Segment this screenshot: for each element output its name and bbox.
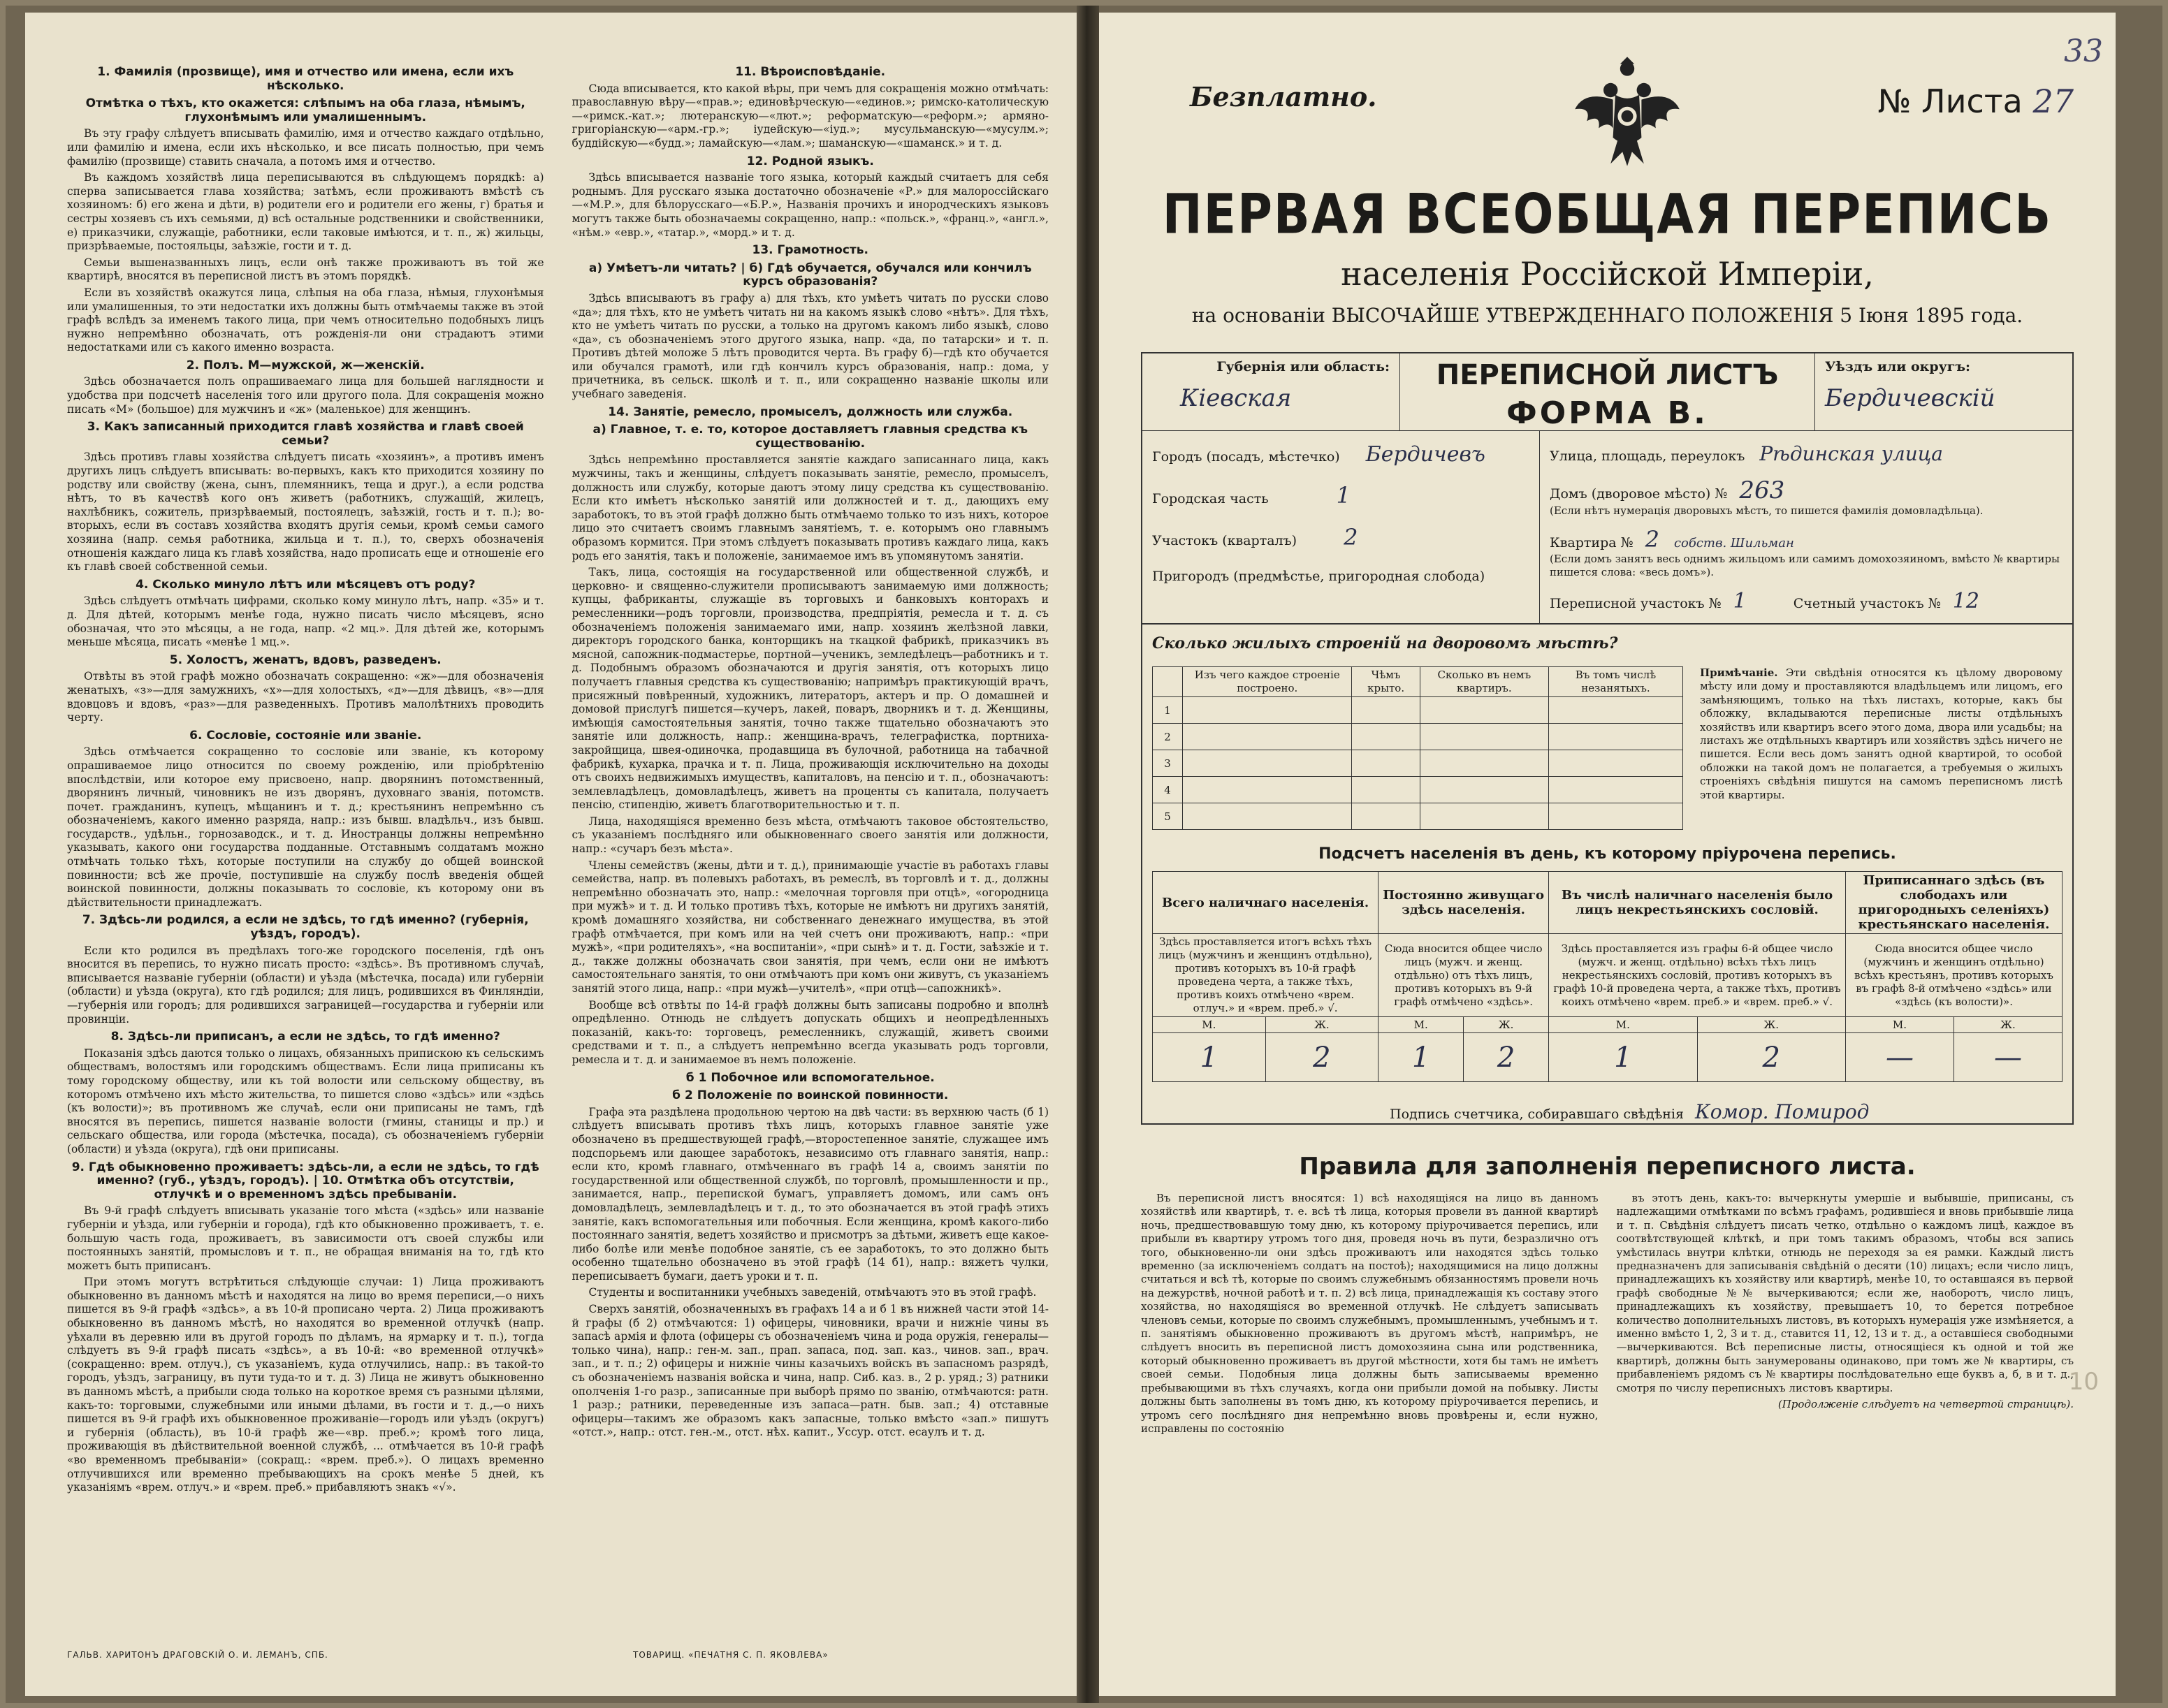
section-heading: б 2 Положеніе по воинской повинности. xyxy=(672,1088,949,1103)
population-count-table xyxy=(1152,871,2062,1082)
buildings-header: Въ томъ числѣ незанятыхъ. xyxy=(1548,667,1682,697)
section-heading: 3. Какъ записанный приходится главѣ хозяйства и главѣ своей семьи? xyxy=(87,420,524,448)
buildings-table xyxy=(1152,666,1683,830)
printer-credit-right: ТОВАРИЩ. «ПЕЧАТНЯ С. П. ЯКОВЛЕВА» xyxy=(633,1650,829,1660)
female-label: Ж. xyxy=(1265,1017,1378,1033)
row-number: 4 xyxy=(1153,777,1183,803)
empty-cell xyxy=(1352,750,1420,777)
empty-cell xyxy=(1183,777,1352,803)
count-value: 1 xyxy=(1153,1033,1266,1082)
empty-cell xyxy=(1548,803,1682,830)
instruction-paragraph: Отвѣты въ этой графѣ можно обозначать сокращенно: «ж»—для обозначенія женатыхъ, «з»—для замужнихъ, «х»—для холостыхъ, «д»—для дѣвицъ, «в»—для вдовцовъ и вдовъ, «раз»—для разведенныхъ. Противъ малолѣтнихъ проводить черту. xyxy=(67,670,544,724)
buildings-row xyxy=(1153,750,1683,777)
instruction-paragraph: Въ 9-й графѣ слѣдуетъ вписывать указаніе того мѣста («здѣсь» или названіе губерніи и уѣзда, или губерніи и города), гдѣ кто обыкновенно проживаетъ, т. е. большую часть года, проживаетъ, въ зависимости отъ своей службы или постоянныхъ занятій, промысловъ и т. п., не обращая вниманія на то, гдѣ кто можетъ быть приписанъ. xyxy=(67,1204,544,1272)
buildings-header: Изъ чего каждое строеніе построено. xyxy=(1183,667,1352,697)
province-value: Кіевская xyxy=(1180,384,1292,412)
buildings-header: Сколько въ немъ квартиръ. xyxy=(1420,667,1548,697)
row-number: 3 xyxy=(1153,750,1183,777)
row-number: 2 xyxy=(1153,724,1183,750)
count-title: Подсчетъ населенія въ день, къ которому пріурочена перепись. xyxy=(1318,845,1896,863)
count-value: 1 xyxy=(1549,1033,1697,1082)
buildings-row xyxy=(1153,724,1683,750)
empty-cell xyxy=(1352,777,1420,803)
count-header: Въ числѣ наличнаго населенія было лицъ некрестьянскихъ сословій. xyxy=(1549,872,1846,934)
empty-cell xyxy=(1548,750,1682,777)
instruction-paragraph: Показанія здѣсь даются только о лицахъ, обязанныхъ припискою къ сельскимъ обществамъ, волостямъ или городскимъ обществамъ. Если лица приписаны къ тому городскому обществу, или къ той волости или сельскому обществу, въ которомъ отмѣчено ихъ мѣсто жительства, то пишется слово «здѣсь» или «здѣсь (къ волости)»; въ противномъ же случаѣ, если они приписаны не тамъ, гдѣ вносятся въ перепись, пишется названіе волости (гмины, станицы и пр.) и сельскаго общества, или города (мѣстечка, посада), съ обозначеніемъ губерніи (области) и уѣзда (округа), гдѣ они приписаны. xyxy=(67,1046,544,1155)
instruction-paragraph: Члены семействъ (жены, дѣти и т. д.), принимающіе участіе въ работахъ главы семейства, напр. въ полевыхъ работахъ, въ ремеслѣ, въ торговлѣ и т. д., должны непремѣнно обозначать это, напр.: «мелочная торговля при отцѣ», «огородница при мужѣ» и т. д. И только противъ тѣхъ, которые не имѣютъ ни другихъ занятій, кромѣ домашняго хозяйства, ни собственнаго денежнаго имущества, въ этой графѣ отмѣчается, при комъ или на чей счетъ они проживаютъ, напр.: «при мужѣ», «при родителяхъ», «на воспитаніи», «при сынѣ» и т. д. Гости, заѣзжіе и т. д., также должны обозначать свои занятія, при чемъ, если они не имѣютъ самостоятельнаго занятія, то они отмѣчаютъ при комъ они живутъ, съ указаніемъ занятій этого лица, напр.: «при мужѣ—учителѣ», «при отцѣ—сапожникѣ». xyxy=(572,859,1049,995)
count-value: 2 xyxy=(1464,1033,1549,1082)
sheet-number: № Листа 27 xyxy=(1877,82,2074,120)
section-heading: 4. Сколько минуло лѣтъ или мѣсяцевъ отъ роду? xyxy=(136,577,476,592)
empty-cell xyxy=(1352,803,1420,830)
count-description: Здѣсь проставляется изъ графы 6-й общее число (мужч. и женщ. отдѣльно) всѣхъ тѣхъ лицъ некрестьянскихъ сословій, противъ которыхъ въ графѣ 10-й проведена черта, а также тѣхъ, противъ коихъ отмѣчено «врем. преб.» и «врем. преб.» √. xyxy=(1549,934,1846,1017)
instructions-column-1 xyxy=(67,61,544,1668)
street-value: Рѣдинская улица xyxy=(1759,442,1943,465)
precinct-value: 2 xyxy=(1344,524,1358,550)
instructions-column-2 xyxy=(572,61,1049,1668)
form-subtitle: ФОРМА В. xyxy=(1506,395,1708,431)
free-label: Безплатно. xyxy=(1190,81,1377,112)
census-form: Губернія или область: Кіевская ПЕРЕПИСНОЙ ЛИСТЪ ФОРМА В. Уѣздъ или округъ: Бердичевскій Городъ (посадъ, мѣстечко) Бердичевъ Городская часть 1 Участокъ (кварталъ) 2 Пригородъ (предмѣстье, пригородная слобода) Улица, площадь, переулокъ Рѣдинская улица Домъ (дворовое мѣсто) № 263 (Если нѣтъ нумерація дворовыхъ мѣстъ, то пишется фамилія домовладѣльца). Квартира № 2 собств. Шильман (Если домъ занятъ весь однимъ жильцомъ или самимъ домохозяиномъ, вмѣсто № квартиры пишется слова: «весь домъ»). Переписной участокъ № 1 Счетный участокъ № 12 Сколько жилыхъ строеній на дворовомъ мѣстѣ? Изъ чего каждое строеніе построено. Чѣмъ крыто. Сколько въ немъ квартиръ. Въ томъ числѣ незанятыхъ. 1 2 3 4 5 Примѣчаніе. Эти свѣдѣнія относятся къ цѣлому дворовому мѣсту или дому и проставляются владѣльцемъ или лицомъ, его замѣняющимъ, только на тѣхъ листахъ, которые, какъ бы обложку, вкладываются переписные листы отдѣльныхъ хозяйствъ или квартиръ всего этого дома, двора или усадьбы; на листахъ же отдѣльныхъ квартиръ или хозяйствъ здѣсь ничего не пишется. Если весь домъ занятъ одной квартирой, то особой обложки на такой домъ не полагается, а требуемыя о жилыхъ строеніяхъ свѣдѣнія пишутся на самомъ переписномъ листѣ этой квартиры. Подсчетъ населенія въ день, къ которому пріурочена перепись. Всего наличнаго населенія. Постоянно живущаго здѣсь населенія. Въ числѣ наличнаго населенія было лицъ некрестьянскихъ сословій. Приписаннаго здѣсь (въ слободахъ или пригородныхъ селеніяхъ) крестьянскаго населенія. Здѣсь проставляется итогъ всѣхъ тѣхъ лицъ (мужчинъ и женщинъ отдѣльно), противъ которыхъ въ 10-й графѣ проведена черта, а также тѣхъ, противъ коихъ отмѣчено «врем. отлуч.» и «врем. преб.» √. Сюда вносится общее число лицъ (мужч. и женщ. отдѣльно) отъ тѣхъ лицъ, противъ которыхъ въ 9-й графѣ отмѣчено «здѣсь». Здѣсь проставляется изъ графы 6-й общее число (мужч. и женщ. отдѣльно) всѣхъ тѣхъ лицъ некрестьянскихъ сословій, противъ которыхъ въ графѣ 10-й проведена черта, а также тѣхъ, противъ коихъ отмѣчено «врем. преб.» и «врем. преб.» √. Сюда вносится общее число (мужчинъ и женщинъ отдѣльно) всѣхъ крестьянъ, противъ которыхъ въ графѣ 8-й отмѣчено «здѣсь» или «здѣсь (къ волости)». М. Ж. М. Ж. М. Ж. М. Ж. 1 2 1 2 1 2 — — Подпись счетчика, собиравшаго свѣдѣнія Комор. Помирод xyxy=(1141,352,2074,1125)
sheet-number-value: 27 xyxy=(2032,82,2074,120)
section-heading: 14. Занятіе, ремесло, промыселъ, должность или служба. xyxy=(608,404,1013,419)
buildings-note: Примѣчаніе. Эти свѣдѣнія относятся къ цѣлому дворовому мѣсту или дому и проставляются владѣльцемъ или лицомъ, его замѣняющимъ, только на тѣхъ листахъ, которые, какъ бы обложку, вкладываются переписные листы отдѣльныхъ хозяйствъ или квартиръ всего этого дома, двора или усадьбы; на листахъ же отдѣльныхъ квартиръ или хозяйствъ здѣсь ничего не пишется. Если весь домъ занятъ одной квартирой, то особой обложки на такой домъ не полагается, а требуемыя о жилыхъ строеніяхъ свѣдѣнія пишутся на самомъ переписномъ листѣ этой квартиры. xyxy=(1700,666,2062,801)
female-label: Ж. xyxy=(1464,1017,1549,1033)
section-heading: 1. Фамилія (прозвище), имя и отчество или имена, если ихъ нѣсколько. xyxy=(97,65,514,93)
section-heading: 6. Сословіе, состояніе или званіе. xyxy=(189,728,422,743)
male-label: М. xyxy=(1549,1017,1697,1033)
signature-label: Подпись счетчика, собиравшаго свѣдѣнія xyxy=(1390,1107,1684,1122)
count-header: Постоянно живущаго здѣсь населенія. xyxy=(1378,872,1549,934)
census-subtitle: населенія Россійской Имперіи, xyxy=(1341,255,1874,293)
city-value: Бердичевъ xyxy=(1365,442,1485,467)
right-page xyxy=(1099,13,2116,1696)
instruction-paragraph: Здѣсь обозначается полъ опрашиваемаго лица для большей наглядности и удобства при подсчетѣ населенія того или другого пола. Для сокращенія можно писать «М» (большое) для мужчинъ и «ж» (маленькое) для женщинъ. xyxy=(67,375,544,416)
male-label: М. xyxy=(1378,1017,1464,1033)
male-label: М. xyxy=(1845,1017,1954,1033)
house-value: 263 xyxy=(1739,476,1785,504)
instruction-paragraph: Здѣсь вписывается названіе того языка, который каждый считаетъ для себя роднымъ. Для русскаго языка достаточно обозначеніе «Р.» для малороссійскаго—«М.Р.», для бѣлорусскаго—«Б.Р.», Названія прочихъ и инородческихъ языковъ могутъ также быть обозначаемы сокращенно, напр.: «польск.», «франц.», «англ.», «нѣм.» «евр.», «татар.», «морд.» и т. д. xyxy=(572,171,1049,239)
section-heading: Отмѣтка о тѣхъ, кто окажется: слѣпымъ на оба глаза, нѣмымъ, глухонѣмымъ или умалишеннымъ. xyxy=(85,96,525,124)
section-heading: 13. Грамотность. xyxy=(752,243,868,258)
instruction-paragraph: Здѣсь вписываютъ въ графу а) для тѣхъ, кто умѣетъ читать по русски слово «да»; для тѣхъ, кто не умѣетъ читать ни на какомъ языкѣ слово «нѣтъ». Для тѣхъ, кто не умѣетъ читать по русски, а только на другомъ какомъ либо языкѣ, слово «да», съ обозначеніемъ этого другого языка, напр. «да, по татарски» и т. п. Противъ дѣтей моложе 5 лѣтъ проводится черта. Въ графу б)—гдѣ кто обучается или обучался грамотѣ, или гдѣ кончилъ курсъ образованія, напр.: дома, у причетника, въ сельск. школѣ и т. п., или сокращенно названіе школы или учебнаго заведенія. xyxy=(572,291,1049,401)
row-number: 1 xyxy=(1153,697,1183,724)
instruction-paragraph: Если кто родился въ предѣлахъ того-же городского поселенія, гдѣ онъ вносится въ перепись, то нужно писать просто: «здѣсь». Въ противномъ случаѣ, вписывается названіе губерніи (области) и уѣзда (мѣстечка, посада) или губерніи (области) и уѣзда (округа), кто гдѣ родился; для лицъ, родившихся въ Финляндіи,—губернія или городъ; для родившихся заграницей—государства и губерніи или провинціи. xyxy=(67,944,544,1025)
count-value: 1 xyxy=(1378,1033,1464,1082)
instruction-paragraph: Вообще всѣ отвѣты по 14-й графѣ должны быть записаны подробно и вполнѣ опредѣленно. Отнюдь не слѣдуетъ допускать общихъ и неопредѣленныхъ показаній, какъ-то: торговецъ, ремесленникъ, служащій, живетъ своими средствами и т. п., а слѣдуетъ непремѣнно всегда указывать родъ торговли, ремесла и т. д. и занимаемое въ немъ положеніе. xyxy=(572,998,1049,1066)
district-value: Бердичевскій xyxy=(1825,384,1995,412)
district-label: Уѣздъ или округъ: xyxy=(1825,359,1971,374)
buildings-row xyxy=(1153,697,1683,724)
section-heading: 12. Родной языкъ. xyxy=(746,154,874,168)
instruction-paragraph: Лица, находящіяся временно безъ мѣста, отмѣчаютъ таковое обстоятельство, съ указаніемъ послѣдняго или обыкновеннаго своего занятія или должности, напр.: «сучаръ безъ мѣста». xyxy=(572,815,1049,856)
count-description: Сюда вносится общее число (мужчинъ и женщинъ отдѣльно) всѣхъ крестьянъ, противъ которыхъ въ графѣ 8-й отмѣчено «здѣсь» или «здѣсь (къ волости)». xyxy=(1845,934,2062,1017)
instruction-paragraph: Въ каждомъ хозяйствѣ лица переписываются въ слѣдующемъ порядкѣ: а) сперва записывается глава хозяйства; затѣмъ, если проживаютъ вмѣстѣ съ хозяиномъ: б) его жена и дѣти, в) родители его и родители его жены, г) братья и сестры хозяевъ съ ихъ семьями, д) всѣ остальные родственники и свойственники, е) приказчики, служащіе, работники, если таковые имѣются, и т. п., ж) жильцы, призрѣваемые, постояльцы, заѣзжіе, гости и т. д. xyxy=(67,171,544,253)
instruction-paragraph: Здѣсь противъ главы хозяйства слѣдуетъ писать «хозяинъ», а противъ именъ другихъ лицъ слѣдуетъ вписывать: во-первыхъ, какъ кто приходится хозяину по родству или свойству (жена, сынъ, племянникъ, теща и друг.), а если родства нѣтъ, то въ качествѣ кого онъ живетъ (работникъ, служащій, жилецъ, нахлѣбникъ, сожитель, призрѣваемый, постоялецъ, заѣзжій, гость и т. п.); во-вторыхъ, если въ составъ хозяйства входятъ другія семьи, кромѣ семьи самого хозяина (напр. семья работника, жильца и т. п.), то, сверхъ обозначенія отношенія каждаго лица къ главѣ хозяйства, надо прописать еще и отношеніе его къ главѣ своей собственной семьи. xyxy=(67,451,544,574)
count-value: — xyxy=(1845,1033,1954,1082)
section-heading: б 1 Побочное или вспомогательное. xyxy=(685,1070,935,1085)
section-heading: 2. Полъ. М—мужской, ж—женскій. xyxy=(186,358,425,372)
count-value: — xyxy=(1954,1033,2062,1082)
section-heading: 7. Здѣсь-ли родился, а если не здѣсь, то гдѣ именно? (губернія, уѣздъ, городъ). xyxy=(82,913,529,942)
instruction-paragraph: Сверхъ занятій, обозначенныхъ въ графахъ 14 а и б 1 въ нижней части этой 14-й графы (б 2) отмѣчаются: 1) офицеры, чиновники, врачи и нижніе чины въ запасѣ армія и флота (офицеры съ обозначеніемъ чина и рода оружія, генералы—только чина), напр.: ген-м. зап., прап. запаса, под. зап. каз., чинов. зап., врач. зап., и т. п.; 2) офицеры и нижніе чины казачьихъ войскъ въ запасномъ разрядѣ, съ обозначеніемъ названія войска и чина, напр. Сиб. каз. в., 2 р. уряд.; 3) ратники ополченія 1-го разр., записанные при выборѣ прямо по званію, отмѣчаются: ратн. 1 разр.; ратники, переведенные изъ запаса—ратн. быв. зап.; 4) отставные офицеры—такимъ же образомъ какъ запасные, только вмѣсто «зап.» пишутъ «отст.», напр.: отст. ген.-м., отст. нѣх. капит., Уссур. отст. есаулъ и т. д. xyxy=(572,1303,1049,1439)
empty-cell xyxy=(1352,724,1420,750)
buildings-header: Чѣмъ крыто. xyxy=(1352,667,1420,697)
empty-cell xyxy=(1420,697,1548,724)
female-label: Ж. xyxy=(1954,1017,2062,1033)
count-plot-value: 12 xyxy=(1952,589,1979,613)
instruction-paragraph: Сюда вписывается, кто какой вѣры, при чемъ для сокращенія можно отмѣчать: православную вѣру—«прав.»; единовѣрческую—«единов.»; римско-католическую—«римск.-кат.»; лютеранскую—«лют.»; реформатскую—«реформ.»; армяно-григоріанскую—«арм.-гр.»; іудейскую—«іуд.»; мусульманскую—«мусулм.»; буддійскую—«будд.»; ламайскую—«лам.»; шаманскую—«шаманск.» и т. д. xyxy=(572,82,1049,149)
empty-cell xyxy=(1548,724,1682,750)
section-heading: 5. Холостъ, женатъ, вдовъ, разведенъ. xyxy=(169,652,442,667)
empty-cell xyxy=(1183,803,1352,830)
form-title: ПЕРЕПИСНОЙ ЛИСТЪ xyxy=(1436,359,1779,391)
buildings-header-num xyxy=(1153,667,1183,697)
printer-credit-left: ГАЛЬВ. ХАРИТОНЪ ДРАГОВСКІЙ О. И. ЛЕМАНЪ, СПБ. xyxy=(67,1650,328,1660)
apartment-owner: собств. Шильман xyxy=(1673,536,1794,550)
rules-title: Правила для заполненія переписного листа. xyxy=(1299,1153,1916,1181)
double-headed-eagle-icon xyxy=(1568,54,1687,173)
empty-cell xyxy=(1420,803,1548,830)
empty-cell xyxy=(1420,777,1548,803)
empty-cell xyxy=(1420,724,1548,750)
row-number: 5 xyxy=(1153,803,1183,830)
instruction-paragraph: При этомъ могутъ встрѣтиться слѣдующіе случаи: 1) Лица проживаютъ обыкновенно въ данномъ мѣстѣ и находятся на лицо во время переписи,—о нихъ пишется въ 9-й графѣ «здѣсь», а въ 10-й прописано черта. 2) Лица проживаютъ обыкновенно въ данномъ мѣстѣ, но находятся во временной отлучкѣ (напр. уѣхали въ деревню или въ другой городъ по дѣламъ, на ярмарку и т. п.), тогда слѣдуетъ въ 9-й графѣ писать «здѣсь», а въ 10-й: «во временной отлучкѣ» (сокращенно: врем. отлуч.), съ указаніемъ, куда отлучились, напр.: въ такой-то городъ, уѣздъ, заграницу, въ пути туда-то и т. д. 3) Лица не живутъ обыкновенно въ данномъ мѣстѣ, а прибыли сюда только на короткое время съ разными цѣлями, какъ-то: торговыми, служебными или иными дѣлами, въ гости и т. д.,—о нихъ пишется въ 9-й графѣ ихъ обыкновенное проживаніе—городъ или уѣздъ (округъ) и губернія (область), въ 10-й графѣ же—«вр. преб.»; кромѣ того лица, проживающія въ дѣйствительной военной службѣ, ... отмѣчается въ 10-й графѣ «во временномъ пребываніи» (сокращ.: «врем. преб.»). О лицахъ временно отлучившихся или временно пребывающихъ на срокъ менѣе 5 дней, къ указаніямъ «врем. отлуч.» и «врем. преб.» прибавляютъ знакъ «√». xyxy=(67,1276,544,1494)
section-heading: а) Умѣетъ-ли читать? | б) Гдѣ обучается, обучался или кончилъ курсъ образованія? xyxy=(588,261,1032,289)
instruction-paragraph: Графа эта раздѣлена продольною чертою на двѣ части: въ верхнюю часть (б 1) слѣдуетъ вписывать противъ тѣхъ лицъ, которыхъ главное занятіе уже обозначено въ предшествующей графѣ,—второстепенное занятіе, служащее имъ подспорьемъ или дающее заработокъ, независимо отъ главнаго занятія, напр.: если кто, кромѣ главнаго, отмѣченнаго въ графѣ 14 а, своимъ занятіи по государственной или общественной службѣ, по торговлѣ, промышленности и пр., занимается, напр., перепиской бумагъ, управляетъ домомъ, или самъ онъ домовладѣлецъ, землевладѣлецъ и т. д., то это обозначается въ этой графѣ этихъ занятіе, какъ вспомогательныя или побочныя. Если женщина, кромѣ какого-либо постояннаго занятія, ведетъ хозяйство и присмотръ за дѣтьми, живетъ еще какое-либо болѣе или менѣе подобное занятіе, съ ее заработокъ, то это должно быть особенно тщательно обозначено въ этой графѣ (14 б1), напр.: вяжетъ чулки, переписываетъ бумаги, даетъ уроки и т. п. xyxy=(572,1105,1049,1283)
empty-cell xyxy=(1183,724,1352,750)
book-spread xyxy=(6,6,2162,1703)
enumerator-signature: Комор. Помирод xyxy=(1695,1100,1870,1123)
instruction-paragraph: Здѣсь отмѣчается сокращенно то сословіе или званіе, къ которому опрашиваемое лицо относится по своему рожденію, или пріобрѣтенію впослѣдствіи, или которое ему присвоено, напр. дворянинъ потомственный, дворянинъ личный, чиновникъ не изъ дворянъ, духовнаго званія, потомств. почет. гражданинъ, купецъ, мѣщанинъ и т. д.; крестьянинъ непремѣнно съ обозначеніемъ, какого именно разряда, напр.: изъ бывш. владѣльч., изъ бывш. государств., удѣльн., горнозаводск., и т. д. Иностранцы должны непремѣнно указывать, какого они государства подданные. Отставнымъ солдатамъ можно отмѣчать только тѣхъ, которые поступили на службу до общей воинской повинности; всѣ же прочіе, поступившіе на службу послѣ введенія общей воинской повинности, должны показывать то сословіе, къ которому они въ дѣйствительности принадлежатъ. xyxy=(67,745,544,909)
rules-text: Въ переписной листъ вносятся: 1) всѣ находящіяся на лицо въ данномъ хозяйствѣ или квартирѣ, т. е. всѣ тѣ лица, которыя провели въ данной квартирѣ ночь, предшествовавшую тому дню, къ которому пріурочивается перепись, или прибыли въ квартиру утромъ того дня, проведя ночь въ пути, безразлично отъ того, обыкновенно-ли они здѣсь проживаютъ или находятся здѣсь только временно (за исключеніемъ солдатъ на постоѣ); находящимися на лицо должны считаться и всѣ тѣ, которые по своимъ служебнымъ обязанностямъ провели ночь на дежурствѣ, ночной работѣ и т. п. 2) всѣ лица, принадлежащія къ составу этого хозяйства, но находящіяся во временной отлучкѣ. Не слѣдуетъ записывать членовъ семьи, которые по своимъ служебнымъ, промышленнымъ, учебнымъ и т. п. занятіямъ обыкновенно проживаютъ въ другомъ мѣстѣ, напримѣръ, не слѣдуетъ вносить въ переписной листъ домохозяина сына или родственника, который обыкновенно проживаетъ въ другой мѣстности, хотя бы тамъ не имѣетъ своей семьи. Подобныя лица должны быть записываемы временно пребывающими въ тѣхъ случаяхъ, когда они прибыли домой на побывку. Листы должны быть заполнены въ томъ дню, къ которому пріурочивается перепись, и утромъ сего послѣдняго дня непремѣнно вновь провѣрены и, если нужно, исправлены по состоянію въ этотъ день, какъ-то: вычеркнуты умершіе и выбывшіе, приписаны, съ надлежащими отмѣтками по всѣмъ графамъ, родившіеся и вновь прибывшіе лица и т. п. Свѣдѣнія слѣдуетъ писать четко, отдѣльно о каждомъ лицѣ, каждое въ соотвѣтствующей клѣткѣ, и при томъ такимъ образомъ, чтобы вся запись умѣстилась внутри клѣтки, отнюдь не переходя за ея рамки. Каждый листъ предназначенъ для записыванія свѣдѣній о десяти (10) лицахъ; если число лицъ, принадлежащихъ къ хозяйству или квартирѣ, менѣе 10, то оставшаяся въ первой графѣ свободные №№ вычеркиваются; если же, наоборотъ, число лицъ, принадлежащихъ къ хозяйству, превышаетъ 10, то берется потребное количество дополнительныхъ листовъ, въ которыхъ нумерація уже измѣняется, а именно вмѣсто 1, 2, 3 и т. д., ставится 11, 12, 13 и т. д., а оставшіеся свободными—вычеркиваются. Всѣ переписные листы, относящіеся къ одной и той же квартирѣ, должны быть занумерованы одинаково, при томъ же № квартиры, съ прибавленіемъ рядомъ съ № квартиры послѣдовательно еще буквъ а, б, в и т. д., смотря по числу переписныхъ листовъ квартиры. (Продолженіе слѣдуетъ на четвертой страницѣ). xyxy=(1141,1192,2074,1435)
empty-cell xyxy=(1183,697,1352,724)
count-description: Здѣсь проставляется итогъ всѣхъ тѣхъ лицъ (мужчинъ и женщинъ отдѣльно), противъ которыхъ въ 10-й графѣ проведена черта, а также тѣхъ, противъ коихъ отмѣчено «врем. отлуч.» и «врем. преб.» √. xyxy=(1153,934,1378,1017)
city-part-value: 1 xyxy=(1336,482,1351,509)
book-gutter xyxy=(1077,6,1099,1703)
census-plot-value: 1 xyxy=(1733,589,1747,613)
buildings-row xyxy=(1153,803,1683,830)
margin-number: 10 xyxy=(2068,1368,2099,1396)
buildings-row xyxy=(1153,777,1683,803)
archive-page-number: 33 xyxy=(2064,34,2103,69)
instruction-paragraph: Если въ хозяйствѣ окажутся лица, слѣпыя на оба глаза, нѣмыя, глухонѣмыя или умалишенныя, то эти недостатки ихъ должны быть отмѣчаемы также въ этой графѣ вслѣдъ за именемъ такого лица, при чемъ относительно подобныхъ лицъ нужно непремѣнно обозначать, отъ рожденія-ли они страдаютъ этими недостатками или съ какого именно возраста. xyxy=(67,286,544,354)
count-header: Всего наличнаго населенія. xyxy=(1153,872,1378,934)
empty-cell xyxy=(1352,697,1420,724)
census-decree: на основаніи ВЫСОЧАЙШЕ УТВЕРЖДЕННАГО ПОЛОЖЕНІЯ 5 Іюня 1895 года. xyxy=(1191,304,2023,327)
empty-cell xyxy=(1548,697,1682,724)
province-label: Губернія или область: xyxy=(1216,359,1390,374)
left-page xyxy=(25,13,1077,1696)
instruction-paragraph: Здѣсь слѣдуетъ отмѣчать цифрами, сколько кому минуло лѣтъ, напр. «35» и т. д. Для дѣтей, которымъ менѣе года, нужно писать число мѣсяцевъ, ясно обозначая, что это мѣсяцы, а не года, напр. «2 мц.». Для дѣтей же, которымъ меньше мѣсяца, писать «менѣе 1 мц.». xyxy=(67,594,544,649)
buildings-title: Сколько жилыхъ строеній на дворовомъ мѣстѣ? xyxy=(1152,634,1618,652)
empty-cell xyxy=(1420,750,1548,777)
apartment-value: 2 xyxy=(1645,526,1659,553)
male-label: М. xyxy=(1153,1017,1266,1033)
instruction-paragraph: Семьи вышеназванныхъ лицъ, если онѣ также проживаютъ въ той же квартирѣ, вносятся въ переписной листъ въ этомъ порядкѣ. xyxy=(67,256,544,283)
instruction-paragraph: Такъ, лица, состоящія на государственной или общественной службѣ, и церковно- и священно-служители прописываютъ занимаемую ими должность; купцы, фабриканты, служащіе въ торговыхъ и банковыхъ конторахъ и ремесленники—родъ торговли, производства, предпріятія, ремесла и т. д. съ обозначеніемъ положенія занимаемаго ими, напр. хозяинъ желѣзной лавки, директоръ городского банка, конторщикъ на ткацкой фабрикѣ, приказчикъ въ мясной, сапожник-подмастерье, портной—ученикъ, земледѣлецъ—работникъ и т. д. Подобнымъ образомъ обозначаются и другія занятія, отъ которыхъ лицо получаетъ главныя средства къ существованію; напримѣръ практикующій врачъ, присяжный повѣренный, художникъ, литераторъ, актеръ и пр. О домашней и домовой прислугѣ пишется—кучеръ, лакей, поваръ, дворникъ и т. д. Женщины, имѣющія самостоятельныя занятія, точно также тщательно обозначаютъ это занятіе или должность, напр.: женщина-врачъ, телеграфистка, портниха-закройщица, швея-одиночка, продавщица въ булочной, работница на табачной фабрикѣ, кухарка, прачка и т. п. Лица, проживающія исключительно на доходы отъ своихъ недвижимыхъ имуществъ, капиталовъ, на пенсію и т. п., обозначаютъ: землевладѣлецъ, домовладѣлецъ, живетъ на проценты съ капитала, получаетъ пенсію, стипендію, живетъ благотворительностью и т. п. xyxy=(572,566,1049,812)
count-description: Сюда вносится общее число лицъ (мужч. и женщ. отдѣльно) отъ тѣхъ лицъ, противъ которыхъ въ 9-й графѣ отмѣчено «здѣсь». xyxy=(1378,934,1549,1017)
empty-cell xyxy=(1548,777,1682,803)
instruction-paragraph: Въ эту графу слѣдуетъ вписывать фамилію, имя и отчество каждаго отдѣльно, или фамилію и имена, если ихъ нѣсколько, и все писать полностью, при чемъ фамилію (прозвище) ставить сначала, а потомъ имя и отчество. xyxy=(67,127,544,168)
section-heading: 11. Вѣроисповѣданіе. xyxy=(735,65,886,79)
instruction-paragraph: Студенты и воспитанники учебныхъ заведеній, отмѣчаютъ это въ этой графѣ. xyxy=(588,1286,1037,1299)
count-header: Приписаннаго здѣсь (въ слободахъ или пригородныхъ селеніяхъ) крестьянскаго населенія. xyxy=(1845,872,2062,934)
instruction-paragraph: Здѣсь непремѣнно проставляется занятіе каждаго записаннаго лица, какъ мужчины, такъ и женщины, слѣдуетъ показывать занятіе, ремесло, промыселъ, должность или службу, которые даютъ этому лицу средства къ существованію. Если кто имѣетъ нѣсколько занятій или должностей и т. д., дающихъ ему заработокъ, то въ этой графѣ должно быть отмѣчаемо только то изъ нихъ, которое лицо это считаетъ своимъ главнымъ занятіемъ, т. е. которымъ оно главнымъ образомъ кормится. При этомъ слѣдуетъ показывать противъ каждаго лица, какъ родъ его занятія, такъ и положеніе, занимаемое имъ въ упомянутомъ занятіи. xyxy=(572,453,1049,562)
section-heading: 8. Здѣсь-ли приписанъ, а если не здѣсь, то гдѣ именно? xyxy=(110,1030,500,1044)
empty-cell xyxy=(1183,750,1352,777)
count-value: 2 xyxy=(1697,1033,1845,1082)
section-heading: а) Главное, т. е. то, которое доставляетъ главныя средства къ существованію. xyxy=(592,423,1028,451)
count-value: 2 xyxy=(1265,1033,1378,1082)
census-title: ПЕРВАЯ ВСЕОБЩАЯ ПЕРЕПИСЬ xyxy=(1162,183,2053,247)
female-label: Ж. xyxy=(1697,1017,1845,1033)
section-heading: 9. Гдѣ обыкновенно проживаетъ: здѣсь-ли, а если не здѣсь, то гдѣ именно? (губ., уѣздъ, городъ). | 10. Отмѣтка объ отсутствіи, отлучкѣ и о временномъ здѣсь пребываніи. xyxy=(71,1160,539,1202)
